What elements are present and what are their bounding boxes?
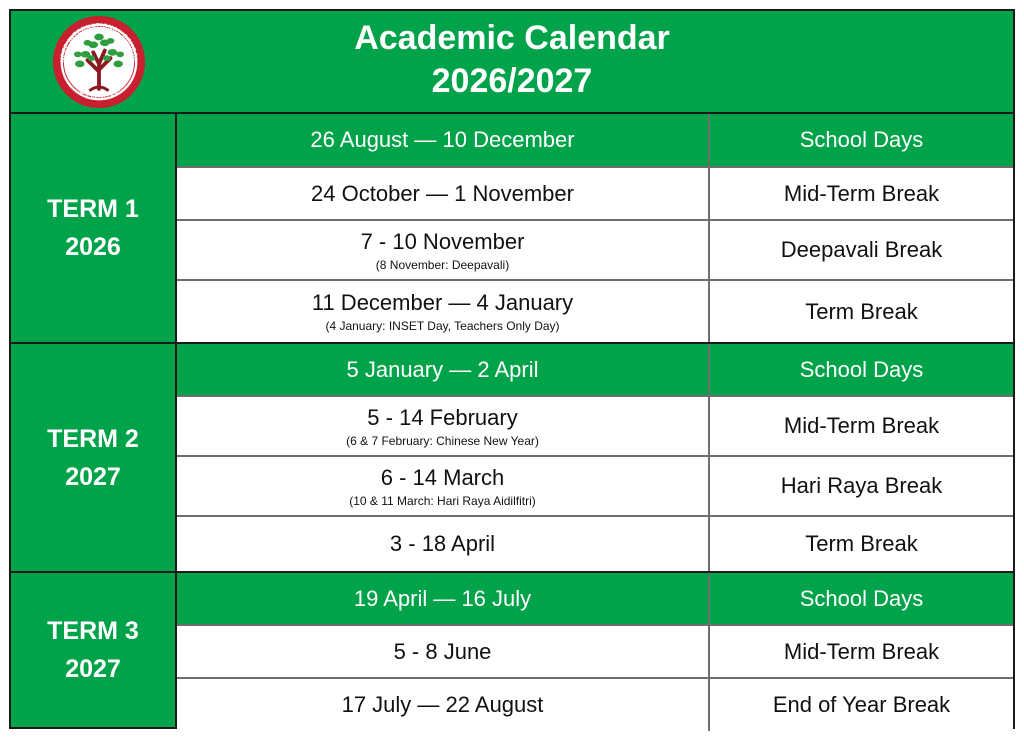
schedule-row	[177, 679, 1013, 731]
period-type: Hari Raya Break	[780, 473, 943, 498]
period-type: Term Break	[805, 298, 918, 324]
date-cell	[177, 221, 710, 279]
date-cell	[177, 679, 710, 731]
period-type: School Days	[799, 356, 924, 382]
calendar-frame	[9, 9, 1015, 729]
period-type: School Days	[799, 127, 924, 152]
date-range: 5 January — 2 April	[346, 356, 539, 382]
term-2-label	[11, 344, 177, 571]
period-type: Term Break	[805, 531, 918, 556]
schedule-row	[177, 221, 1013, 279]
date-range: 19 April — 16 July	[353, 585, 532, 611]
date-range: 3 - 18 April	[389, 531, 496, 556]
schedule-row	[177, 397, 1013, 455]
term-name: TERM 2	[47, 424, 139, 453]
term-year: 2027	[65, 655, 121, 683]
date-note: (6 & 7 February: Chinese New Year)	[346, 433, 539, 448]
term-1-label	[11, 114, 177, 342]
date-cell	[177, 457, 710, 515]
logo-top-text: NEEP INTERNATIONAL SCHOOL	[59, 22, 139, 63]
date-cell	[177, 344, 710, 395]
date-note: (4 January: INSET Day, Teachers Only Day)	[325, 319, 560, 333]
schedule-row	[177, 573, 1013, 624]
period-type: School Days	[799, 585, 924, 611]
date-range: 7 - 10 November	[360, 228, 525, 254]
date-range: 24 October — 1 November	[311, 180, 574, 206]
schedule-row	[177, 457, 1013, 515]
term-name: TERM 1	[47, 195, 139, 223]
period-type: Mid-Term Break	[783, 413, 940, 438]
term-name: TERM 3	[47, 617, 139, 645]
date-note: (8 November: Deepavali)	[375, 257, 510, 272]
term-1-block	[11, 114, 1013, 342]
page-title	[11, 17, 1013, 103]
date-range: 5 - 8 June	[393, 638, 492, 664]
schedule-row	[177, 517, 1013, 571]
period-type: Mid-Term Break	[783, 638, 940, 664]
term-2-block	[11, 344, 1013, 571]
schedule-row	[177, 626, 1013, 677]
date-range: 17 July — 22 August	[341, 692, 544, 717]
calendar-header	[11, 11, 1013, 114]
logo-bottom-text: VIA AD PLENITUDINEM	[66, 75, 132, 101]
date-range: 11 December — 4 January	[311, 290, 574, 315]
title-line-1: Academic Calendar	[354, 19, 670, 57]
title-line-2: 2026/2027	[431, 62, 593, 100]
schedule-row	[177, 168, 1013, 219]
term-year: 2027	[65, 462, 121, 491]
date-cell	[177, 397, 710, 455]
date-range: 5 - 14 February	[367, 404, 518, 430]
date-cell	[177, 281, 710, 342]
date-range: 6 - 14 March	[380, 464, 505, 490]
date-cell	[177, 517, 710, 571]
date-note: (10 & 11 March: Hari Raya Aidilfitri)	[349, 493, 536, 508]
period-type: Deepavali Break	[780, 237, 943, 262]
date-cell	[177, 573, 710, 624]
schedule-row	[177, 281, 1013, 342]
schedule-row	[177, 114, 1013, 166]
date-cell	[177, 626, 710, 677]
date-cell	[177, 168, 710, 219]
period-type: Mid-Term Break	[783, 180, 940, 206]
date-cell	[177, 114, 710, 166]
term-3-block	[11, 573, 1013, 727]
term-year: 2026	[65, 233, 121, 261]
schedule-row	[177, 344, 1013, 395]
term-3-label	[11, 573, 177, 727]
period-type: End of Year Break	[772, 692, 951, 717]
date-range: 26 August — 10 December	[310, 127, 575, 152]
